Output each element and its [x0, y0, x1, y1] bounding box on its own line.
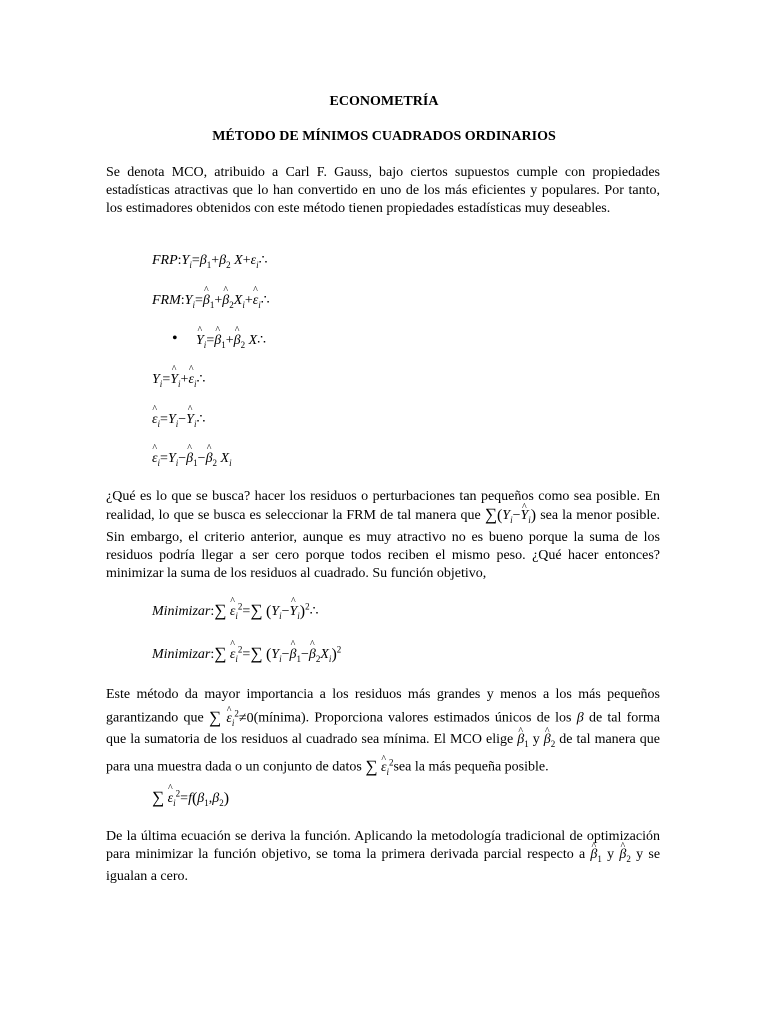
inline-sum-squared-nonzero: ∑ ^ $\varepsilon_i^2\ne 0$	[209, 711, 254, 726]
equation-residual-1: ^ $\varepsilon_i=Y_i-\^{}$ $Y_i\therefore$	[152, 411, 205, 429]
minimize-label-2: Minimizar	[152, 647, 211, 662]
paragraph-derivation-text-c: y se igualan a cero.	[106, 847, 661, 884]
equation-minimize-1: Minimizar:∑ ^ $\varepsilon_i^2=\sum$ ($Y_i-\^{}$ $Y_i)^2\therefore$	[152, 601, 319, 621]
paragraph-derivation	[106, 828, 660, 886]
equation-frm: $FRM:Y_i=\^{}$ $\beta_1+\^{}$ $\beta_2X_i+\^{}$ $\varepsilon_i\therefore$	[152, 292, 270, 310]
paragraph-importance-text-a: Este método da mayor importancia a los residuos más grandes y menos a los más pequeños garantizando que	[106, 687, 660, 726]
equation-function: ∑ ^ $\varepsilon_i^2=f(\beta_1,\beta_2)$	[152, 788, 229, 808]
bullet-icon: •	[172, 330, 178, 347]
equation-frm-label: FRM	[152, 293, 181, 308]
paragraph-importance-text-d: y	[532, 732, 540, 748]
equation-frp-label: FRP	[152, 253, 178, 268]
inline-beta1-hat: ^ $\beta_1$	[517, 732, 528, 747]
equation-frp: $FRP:Y_i=\beta_1+\beta_2$ $X+\varepsilon_i\therefore$	[152, 253, 268, 270]
paragraph-importance-text-c: de tal forma que la sumatoria de los residuos al cuadrado sea mínima. El MCO elige	[106, 710, 661, 748]
equation-residual-2: ^ $\varepsilon_i=Y_i-\^{}$ $\beta_1-\^{}$ $\beta_2$ $X_i$	[152, 451, 232, 468]
inline-sum-squared: ∑ ^ $\varepsilon_i^2$	[365, 760, 393, 775]
paragraph-objective	[106, 488, 660, 583]
equation-minimize-2: Minimizar:∑ ^ $\varepsilon_i^2=\sum$ ($Y_i-\^{}$ $\beta_1-\^{}$ $\beta_2X_i)^2$	[152, 644, 341, 664]
inline-beta2-hat-2: ^ $\beta_2$	[619, 847, 630, 862]
paragraph-derivation-text-a: De la última ecuación se deriva la función. Aplicando la metodología tradicional de optimización para minimizar la función objetivo, se toma la primera derivada parcial respecto a	[106, 829, 660, 862]
equation-decomposition: $Y_i=\^{}$ $Y_i+\^{}$ $\varepsilon_i\therefore$	[152, 371, 205, 389]
equation-fitted: ^ $Y_i=\^{}$ $\beta_1+\^{}$ $\beta_2$ X∴	[196, 332, 266, 350]
paragraph-derivation-text-b: y	[607, 847, 615, 862]
inline-beta: β	[576, 710, 584, 726]
paragraph-importance-text-e: de tal manera que para una muestra dada o un conjunto de datos	[106, 732, 660, 775]
inline-beta1-hat-2: ^ $\beta_1$	[590, 847, 601, 862]
paragraph-importance-text-f: sea la más pequeña posible.	[393, 759, 549, 775]
paragraph-objective-text-a: ¿Qué es lo que se busca? hacer los residuos o perturbaciones tan pequeños como sea posible. En realidad, lo que se busca es seleccionar la FRM de tal manera que	[106, 489, 660, 523]
inline-beta2-hat: ^ $\beta_2$	[544, 732, 555, 747]
paragraph-importance	[106, 686, 660, 781]
inline-sum-residuals: $\sum(Y_i-\^{}$ $Y_i$)	[485, 508, 536, 523]
minimize-label-1: Minimizar	[152, 604, 211, 619]
paragraph-objective-text-b: sea la menor posible. Sin embargo, el criterio anterior, aunque es muy atractivo no es bueno porque la suma de los residuos podría llegar a ser cero porque todos reciben el mismo peso. ¿Qué hacer entonces? minimizar la suma de los residuos al cuadrado. Su función objetivo,	[106, 508, 661, 581]
document-title: ECONOMETRÍA	[329, 94, 439, 109]
document-subtitle: MÉTODO DE MÍNIMOS CUADRADOS ORDINARIOS	[212, 129, 556, 144]
paragraph-importance-text-b: (mínima). Proporciona valores estimados únicos de los	[253, 710, 572, 726]
paragraph-intro: Se denota MCO, atribuido a Carl F. Gauss, bajo ciertos supuestos cumple con propiedades estadísticas atractivas que lo han convertido en uno de los más eficientes y populares. Por tanto, los estimadores obtenidos con este método tienen propiedades estadísticas muy deseables.	[106, 165, 660, 216]
